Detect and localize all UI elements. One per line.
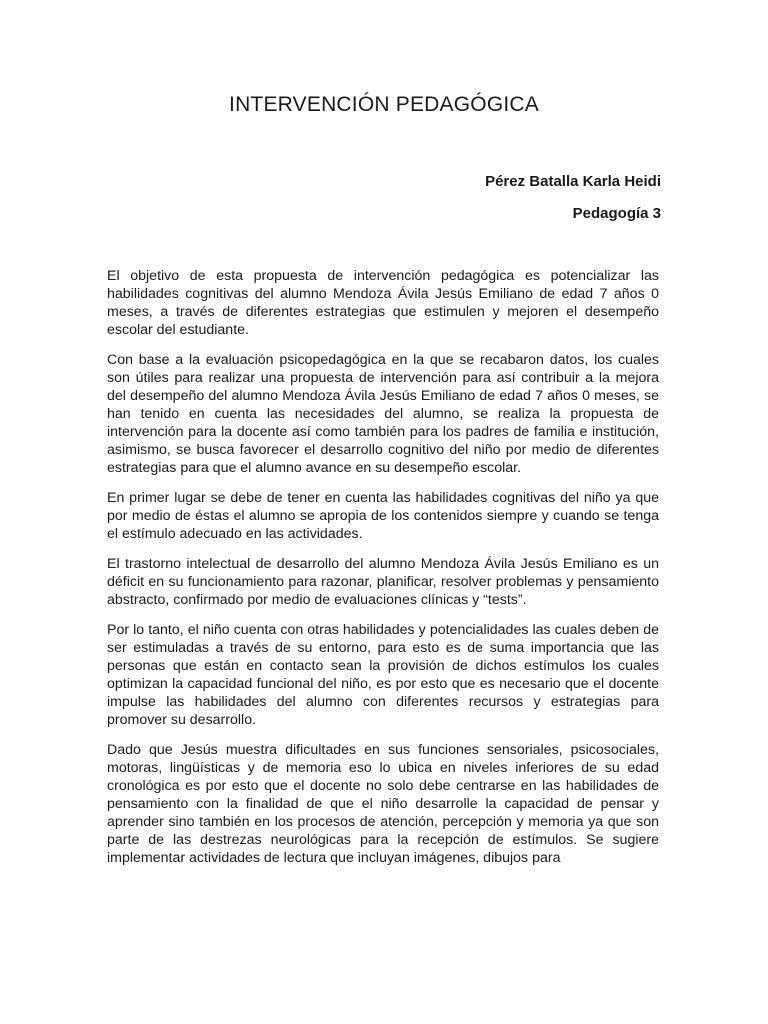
document-title: INTERVENCIÓN PEDAGÓGICA	[229, 93, 539, 116]
document-body	[107, 267, 659, 879]
paragraph-3: En primer lugar se debe de tener en cuenta las habilidades cognitivas del niño ya que por medio de éstas el alumno se apropia de los contenidos siempre y cuando se tenga el estímulo adecuado en las actividades.	[107, 490, 659, 542]
paragraph-5: Por lo tanto, el niño cuenta con otras habilidades y potencialidades las cuales deben de ser estimuladas a través de su entorno, para esto es de suma importancia que las personas que están en contacto sean la provisión de dichos estímulos los cuales optimizan la capacidad funcional del niño, es por esto que es necesario que el docente impulse las habilidades del alumno con diferentes recursos y estrategias para promover su desarrollo.	[107, 622, 659, 728]
course-name: Pedagogía 3	[572, 205, 661, 222]
paragraph-4: El trastorno intelectual de desarrollo del alumno Mendoza Ávila Jesús Emiliano es un déficit en su funcionamiento para razonar, planificar, resolver problemas y pensamiento abstracto, confirmado por medio de evaluaciones clínicas y “tests”.	[107, 556, 659, 608]
paragraph-6: Dado que Jesús muestra dificultades en sus funciones sensoriales, psicosociales, motoras, lingüísticas y de memoria eso lo ubica en niveles inferiores de su edad cronológica es por esto que el docente no solo debe centrarse en las habilidades de pensamiento con la finalidad de que el niño desarrolle la capacidad de pensar y aprender sino también en los procesos de atención, percepción y memoria ya que son parte de las destrezas neurológicas para la recepción de estímulos. Se sugiere implementar actividades de lectura que incluyan imágenes, dibujos para	[107, 742, 659, 866]
paragraph-2: Con base a la evaluación psicopedagógica en la que se recabaron datos, los cuales son útiles para realizar una propuesta de intervención para así contribuir a la mejora del desempeño del alumno Mendoza Ávila Jesús Emiliano de edad 7 años 0 meses, se han tenido en cuenta las necesidades del alumno, se realiza la propuesta de intervención para la docente así como también para los padres de familia e institución, asimismo, se busca favorecer el desarrollo cognitivo del niño por medio de diferentes estrategias para que el alumno avance en su desempeño escolar.	[107, 352, 659, 476]
paragraph-1: El objetivo de esta propuesta de intervención pedagógica es potencializar las habilidades cognitivas del alumno Mendoza Ávila Jesús Emiliano de edad 7 años 0 meses, a través de diferentes estrategias que estimulen y mejoren el desempeño escolar del estudiante.	[107, 268, 659, 338]
author-name: Pérez Batalla Karla Heidi	[485, 173, 661, 190]
